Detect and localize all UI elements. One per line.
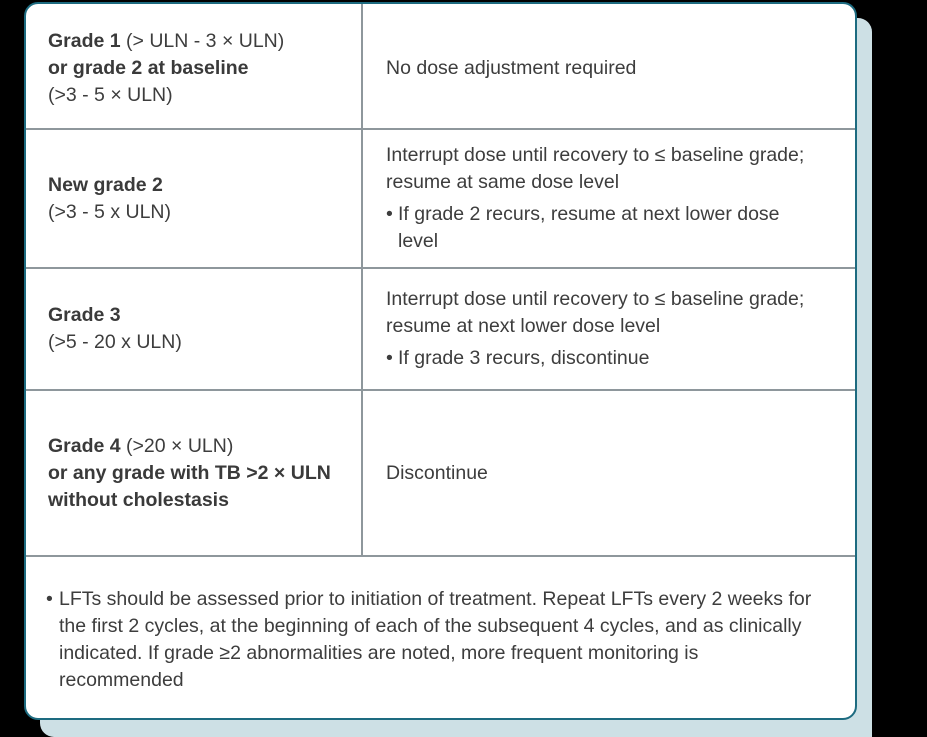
action-cell <box>363 269 855 389</box>
grade-label: Grade 3 <box>48 304 121 326</box>
grade-cell <box>26 391 363 555</box>
action-text: Interrupt dose until recovery to ≤ baseline grade; resume at next lower dose level <box>386 288 805 337</box>
action-cell <box>363 4 855 128</box>
table-row-grade-4 <box>26 391 855 557</box>
table-row-grade-3 <box>26 269 855 391</box>
action-text: Discontinue <box>386 461 488 484</box>
grade-range: (>3 - 5 x ULN) <box>48 200 171 223</box>
action-cell <box>363 391 855 555</box>
grade-label-line2: or grade 2 at baseline <box>48 56 249 79</box>
grade-cell <box>26 269 363 389</box>
grade-cell <box>26 4 363 128</box>
dose-modification-table-card <box>24 2 857 720</box>
grade-range: (>20 × ULN) <box>120 434 234 457</box>
bullet-icon: • <box>46 588 53 610</box>
action-text: No dose adjustment required <box>386 56 637 79</box>
action-cell <box>363 130 855 267</box>
grade-range: (> ULN - 3 × ULN) <box>120 29 285 52</box>
action-bullet <box>386 201 825 255</box>
table-row-grade-1 <box>26 4 855 130</box>
grade-range: (>5 - 20 x ULN) <box>48 331 182 353</box>
grade-cell <box>26 130 363 267</box>
bullet-icon: • <box>386 203 393 225</box>
bullet-icon: • <box>386 347 393 369</box>
bullet-text: If grade 2 recurs, resume at next lower dose level <box>398 203 780 252</box>
table-row-new-grade-2 <box>26 130 855 269</box>
footnote-text: LFTs should be assessed prior to initiation of treatment. Repeat LFTs every 2 weeks for the first 2 cycles, at the beginning of each of the subsequent 4 cycles, and as clinically indicated. If grade ≥2 abnormalities are noted, more frequent monitoring is recommended <box>59 588 812 691</box>
grade-range-line3: (>3 - 5 × ULN) <box>48 83 173 106</box>
action-bullet <box>386 345 825 372</box>
grade-label-line3: without cholestasis <box>48 488 229 511</box>
bullet-text: If grade 3 recurs, discontinue <box>398 347 650 369</box>
grade-label: Grade 4 <box>48 434 121 457</box>
action-text: Interrupt dose until recovery to ≤ baseline grade; resume at same dose level <box>386 144 805 193</box>
footnote <box>26 557 855 694</box>
grade-label: New grade 2 <box>48 173 163 196</box>
grade-label-line2: or any grade with TB >2 × ULN <box>48 461 331 484</box>
grade-label: Grade 1 <box>48 29 121 52</box>
